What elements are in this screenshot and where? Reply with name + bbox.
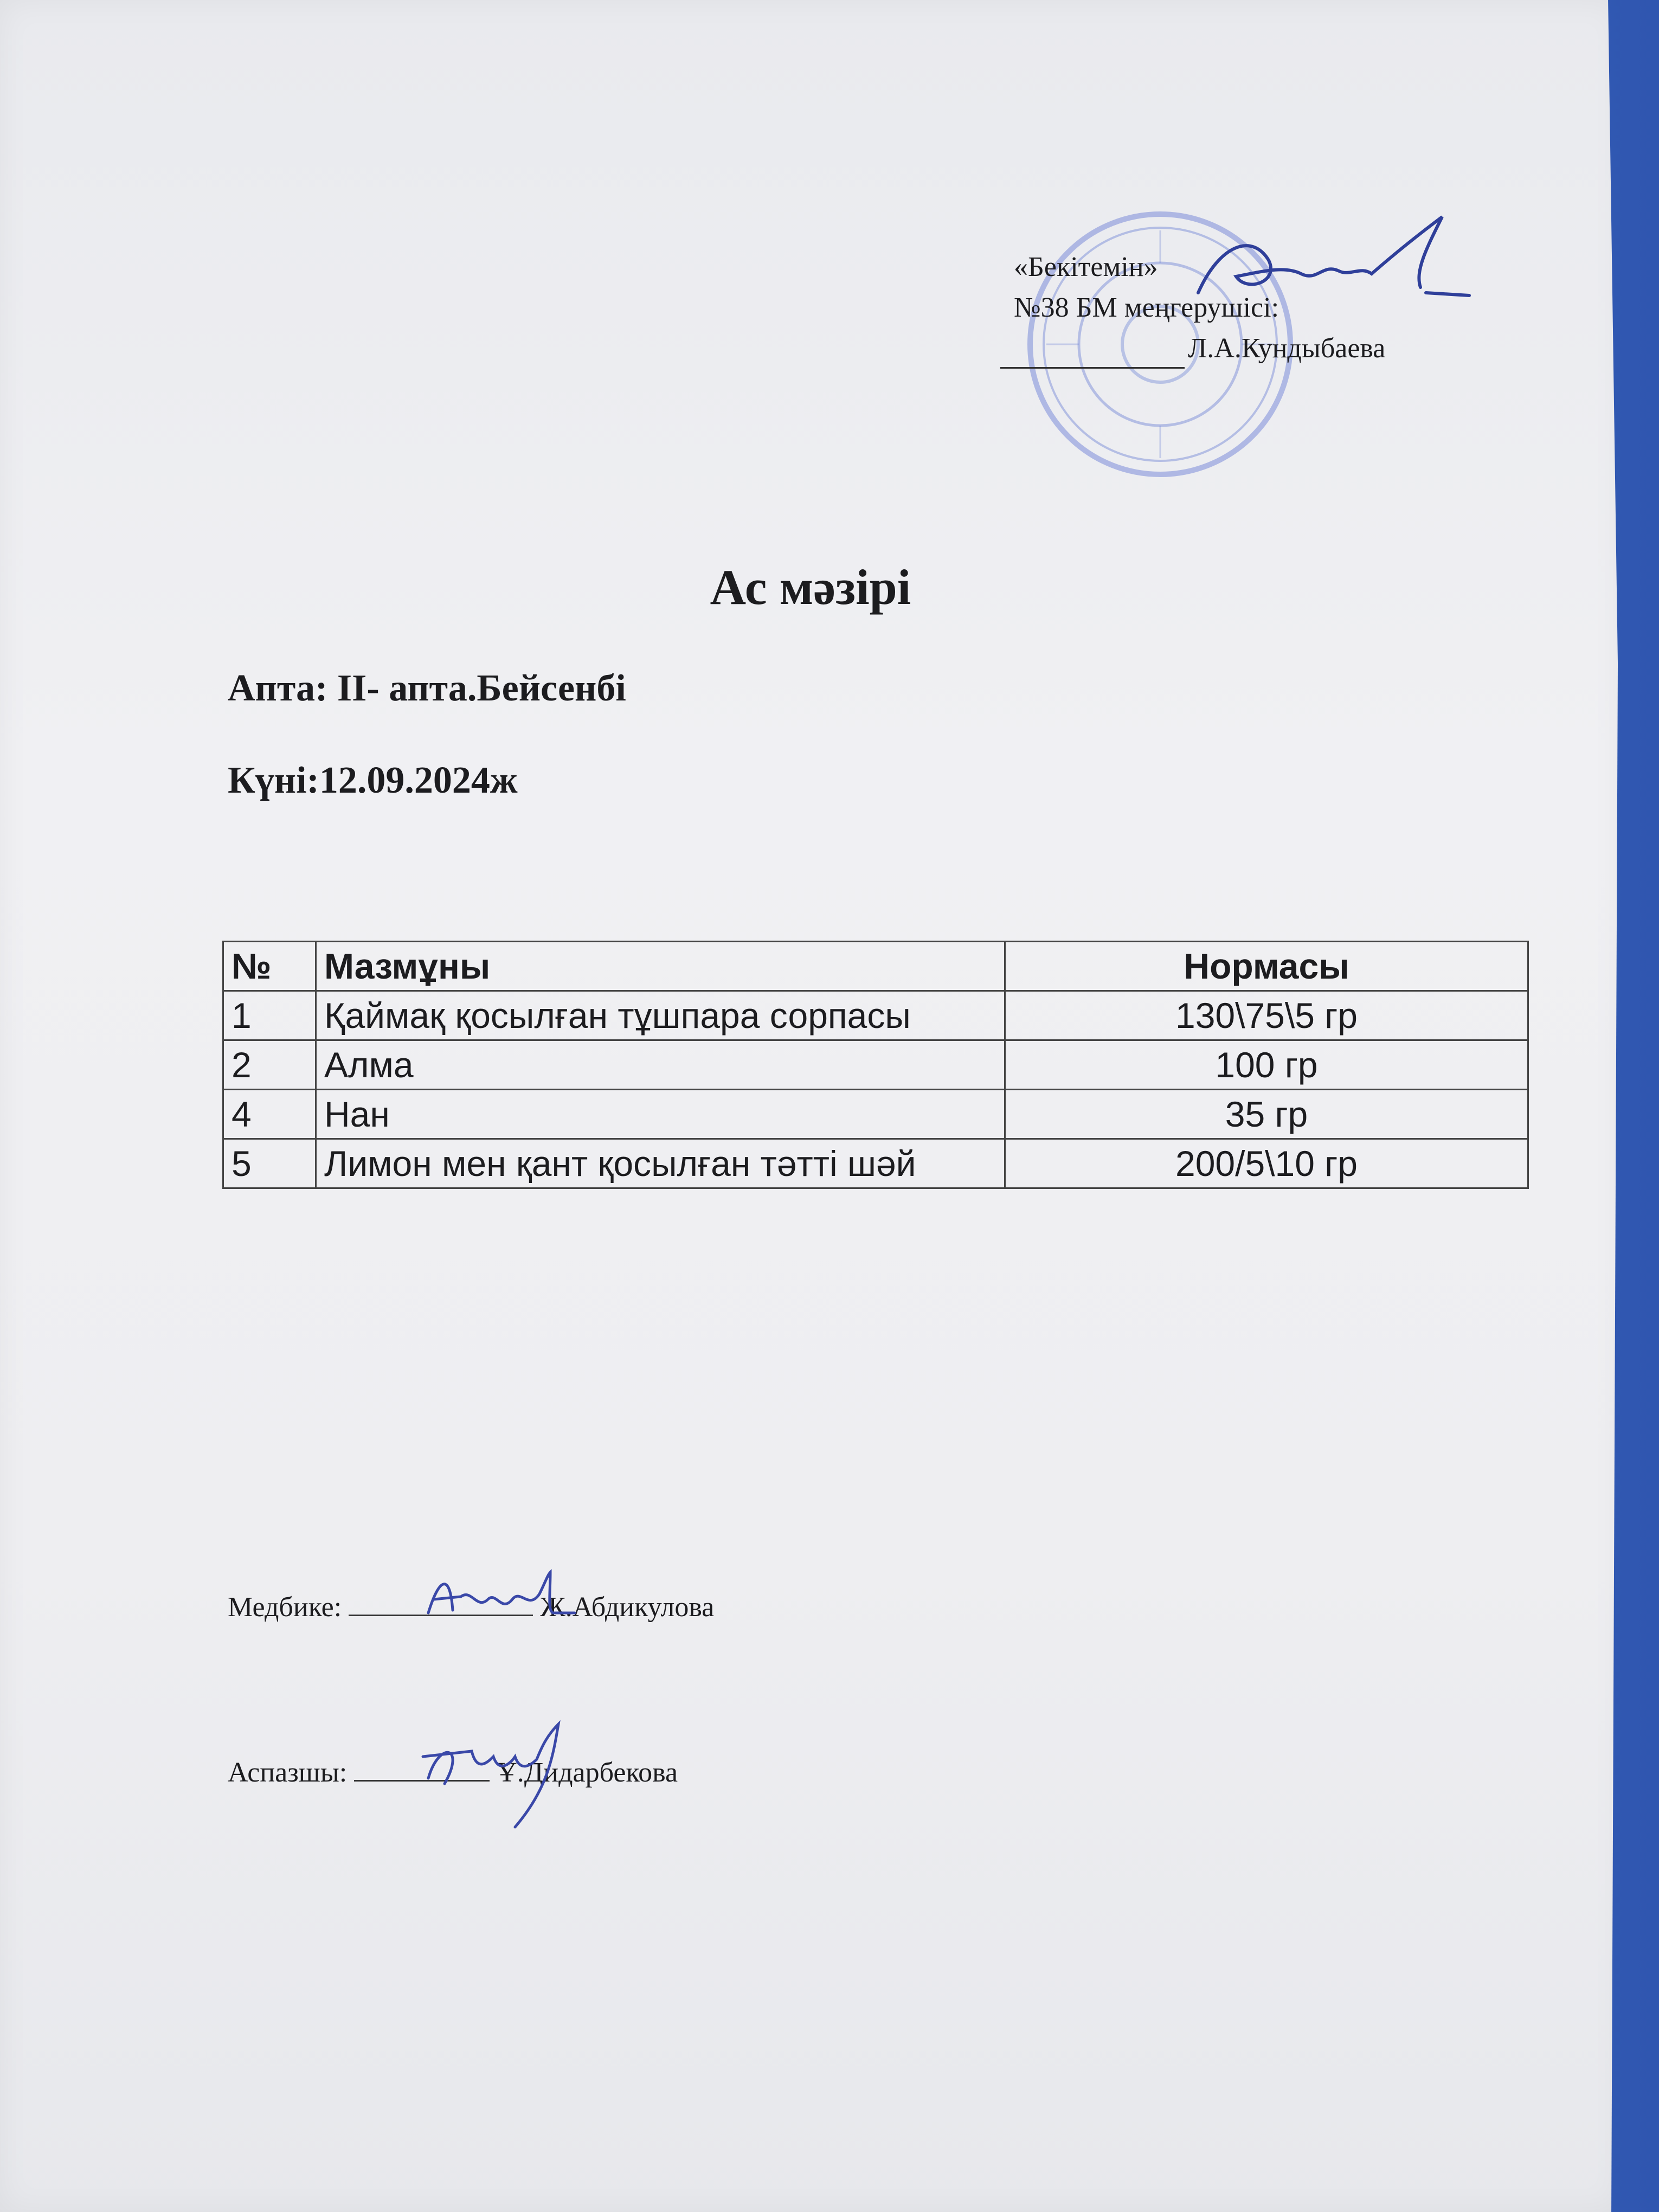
row-content: Алма — [316, 1040, 1005, 1090]
approval-signature-line — [1014, 328, 1385, 369]
header-content: Мазмұны — [316, 942, 1005, 991]
header-norm: Нормасы — [1005, 942, 1528, 991]
row-number: 2 — [223, 1040, 316, 1090]
signature-blank — [1000, 367, 1185, 369]
nurse-name: Ж.Абдикулова — [540, 1592, 715, 1623]
row-norm: 35 гр — [1005, 1090, 1528, 1139]
approval-position: №38 БМ меңгерушісі: — [1014, 292, 1279, 323]
nurse-signature — [412, 1561, 596, 1632]
row-number: 4 — [223, 1090, 316, 1139]
director-signature — [1187, 211, 1491, 320]
table-row — [223, 1139, 1528, 1188]
page-title: Ас мәзірі — [710, 560, 911, 615]
nurse-label: Медбике: — [228, 1592, 342, 1623]
table-row — [223, 1040, 1528, 1090]
row-content: Нан — [316, 1090, 1005, 1139]
table-row — [223, 991, 1528, 1040]
header-number: № — [223, 942, 316, 991]
cook-label: Аспазшы: — [228, 1757, 348, 1788]
row-number: 1 — [223, 991, 316, 1040]
approval-title: «Бекітемін» — [1014, 252, 1158, 282]
table-header-row — [223, 942, 1528, 991]
row-norm: 130\75\5 гр — [1005, 991, 1528, 1040]
menu-table — [222, 941, 1529, 1189]
row-content: Лимон мен қант қосылған тәтті шәй — [316, 1139, 1005, 1188]
row-number: 5 — [223, 1139, 316, 1188]
approval-name: Л.А.Кундыбаева — [1188, 333, 1386, 364]
cook-name: Ұ.Дидарбекова — [497, 1757, 678, 1788]
row-content: Қаймақ қосылған тұшпара сорпасы — [316, 991, 1005, 1040]
cook-signature — [407, 1713, 580, 1838]
row-norm: 200/5\10 гр — [1005, 1139, 1528, 1188]
week-label: Апта: II- апта.Бейсенбі — [228, 667, 626, 709]
row-norm: 100 гр — [1005, 1040, 1528, 1090]
table-row — [223, 1090, 1528, 1139]
date-label: Күні:12.09.2024ж — [228, 760, 518, 801]
